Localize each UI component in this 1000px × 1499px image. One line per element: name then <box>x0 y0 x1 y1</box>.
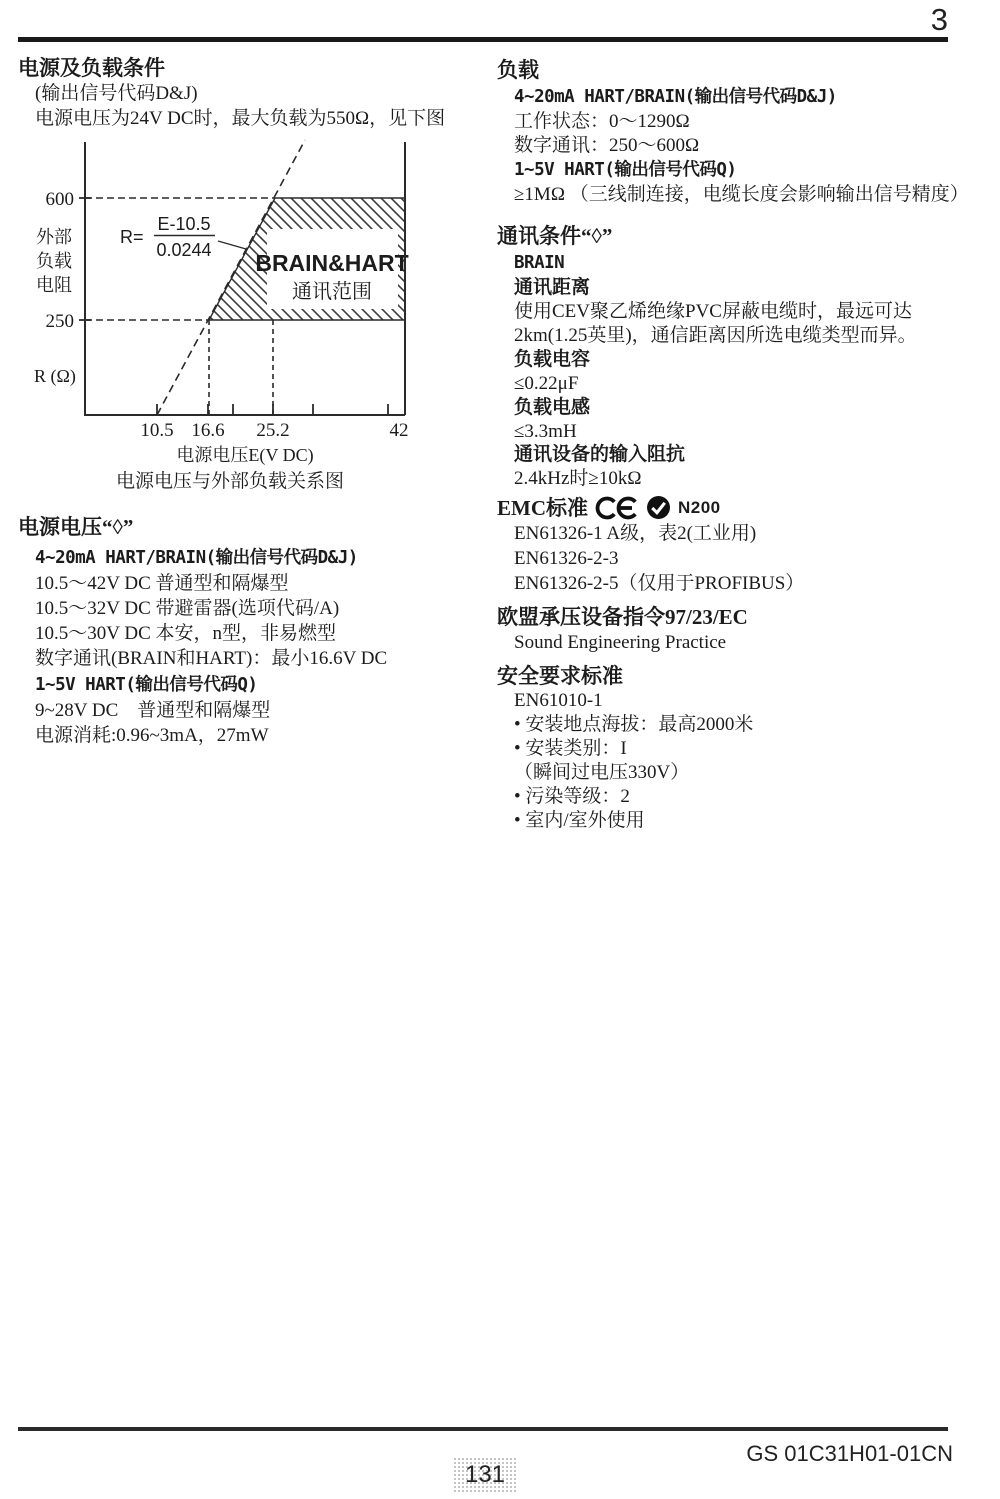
formula-lhs: R= <box>120 227 144 247</box>
y-unit-label: R (Ω) <box>34 366 76 386</box>
x-axis-title: 电源电压E(V DC) <box>176 445 314 465</box>
y-label-250: 250 <box>45 311 74 332</box>
x-label-42: 42 <box>389 420 409 441</box>
comm-distance-line: 使用CEV聚乙烯绝缘PVC屏蔽电缆时，最远可达 <box>514 301 912 322</box>
power-voltage-line: 10.5～32V DC 带避雷器(选项代码/A) <box>35 598 340 619</box>
load-hart-q-heading: 1~5V HART(输出信号代码Q) <box>514 160 737 180</box>
section-title-emc: EMC标准 <box>497 495 588 520</box>
x-label-25-2: 25.2 <box>256 420 290 441</box>
load-line: 工作状态：0～1290Ω <box>514 111 690 132</box>
formula-denominator: 0.0244 <box>156 240 212 260</box>
ped-line: Sound Engineering Practice <box>514 631 727 653</box>
power-voltage-line: 电源消耗:0.96~3mA，27mW <box>35 725 269 746</box>
comm-inductance-value: ≤3.3mH <box>514 420 577 442</box>
comm-distance-line: 2km(1.25英里)，通信距离因所选电缆类型而异。 <box>514 325 917 346</box>
comm-capacitance-value: ≤0.22μF <box>514 373 579 394</box>
load-q-line: ≥1MΩ （三线制连接，电缆长度会影响输出信号精度） <box>514 184 969 205</box>
power-voltage-hart-brain-heading: 4~20mA HART/BRAIN(输出信号代码D&J) <box>35 548 358 568</box>
section-title-comm: 通讯条件“◊” <box>497 224 613 248</box>
x-label-16-6: 16.6 <box>191 420 225 441</box>
section-title-power-load: 电源及负载条件 <box>18 56 165 80</box>
safety-item: • 室内/室外使用 <box>514 809 645 831</box>
footer-document-number: GS 01C31H01-01CN <box>746 1441 953 1466</box>
c-tick-icon <box>646 495 671 520</box>
y-axis-label-3: 电阻 <box>36 275 72 295</box>
footer-rule <box>18 1427 948 1431</box>
safety-item: • 安装地点海拔：最高2000米 <box>514 713 754 735</box>
load-line: 数字通讯：250～600Ω <box>514 135 700 156</box>
safety-item: • 污染等级：2 <box>514 785 630 807</box>
comm-inductance-label: 负载电感 <box>514 396 591 418</box>
comm-impedance-label: 通讯设备的输入阻抗 <box>514 444 686 465</box>
x-label-10-5: 10.5 <box>140 420 174 441</box>
formula-numerator: E-10.5 <box>157 214 211 234</box>
section-title-load: 负载 <box>497 58 539 82</box>
section-title-safety: 安全要求标准 <box>497 663 623 688</box>
power-voltage-hart-q-heading: 1~5V HART(输出信号代码Q) <box>35 675 258 695</box>
load-hart-brain-heading: 4~20mA HART/BRAIN(输出信号代码D&J) <box>514 87 837 107</box>
emc-item: EN61326-2-5（仅用于PROFIBUS） <box>514 572 805 594</box>
section-title-emc-row <box>497 495 987 521</box>
left-column <box>18 55 483 748</box>
footer-page-number: 131 <box>453 1457 517 1493</box>
power-load-description: 电源电压为24V DC时，最大负载为550Ω，见下图 <box>35 108 446 129</box>
chart-caption: 电源电压与外部负载关系图 <box>115 471 345 492</box>
header-rule <box>18 37 948 42</box>
emc-item: EN61326-1 A级，表2(工业用) <box>514 522 757 544</box>
comm-distance-label: 通讯距离 <box>514 277 591 298</box>
safety-standard: EN61010-1 <box>514 689 603 711</box>
comm-region-label-1: BRAIN&HART <box>255 250 409 276</box>
power-voltage-line: 10.5～30V DC 本安，n型，非易燃型 <box>35 623 337 644</box>
c-tick-number: N200 <box>678 497 721 517</box>
load-voltage-chart <box>8 135 468 500</box>
section-title-ped: 欧盟承压设备指令97/23/EC <box>497 604 748 629</box>
power-voltage-line: 9~28V DC 普通型和隔爆型 <box>35 700 271 721</box>
y-axis-label-2: 负载 <box>36 251 72 271</box>
right-column <box>497 57 987 833</box>
comm-region-label-2: 通讯范围 <box>292 281 372 303</box>
ce-mark-icon <box>595 496 639 520</box>
safety-item: • 安装类别：I <box>514 737 627 759</box>
emc-item: EN61326-2-3 <box>514 547 619 569</box>
safety-item: （瞬间过电压330V） <box>514 761 690 783</box>
y-axis-label-1: 外部 <box>36 227 72 247</box>
power-voltage-line: 数字通讯(BRAIN和HART)：最小16.6V DC <box>35 648 388 669</box>
comm-protocol: BRAIN <box>514 253 565 273</box>
power-load-subtitle: (输出信号代码D&J) <box>35 83 198 104</box>
comm-impedance-value: 2.4kHz时≥10kΩ <box>514 468 642 489</box>
section-title-power-voltage: 电源电压“◊” <box>18 515 134 539</box>
formula-leader-line <box>218 241 246 249</box>
y-label-600: 600 <box>45 189 74 210</box>
comm-capacitance-label: 负载电容 <box>514 349 591 370</box>
power-voltage-line: 10.5～42V DC 普通型和隔爆型 <box>35 573 289 594</box>
page-number-top: 3 <box>930 2 948 37</box>
